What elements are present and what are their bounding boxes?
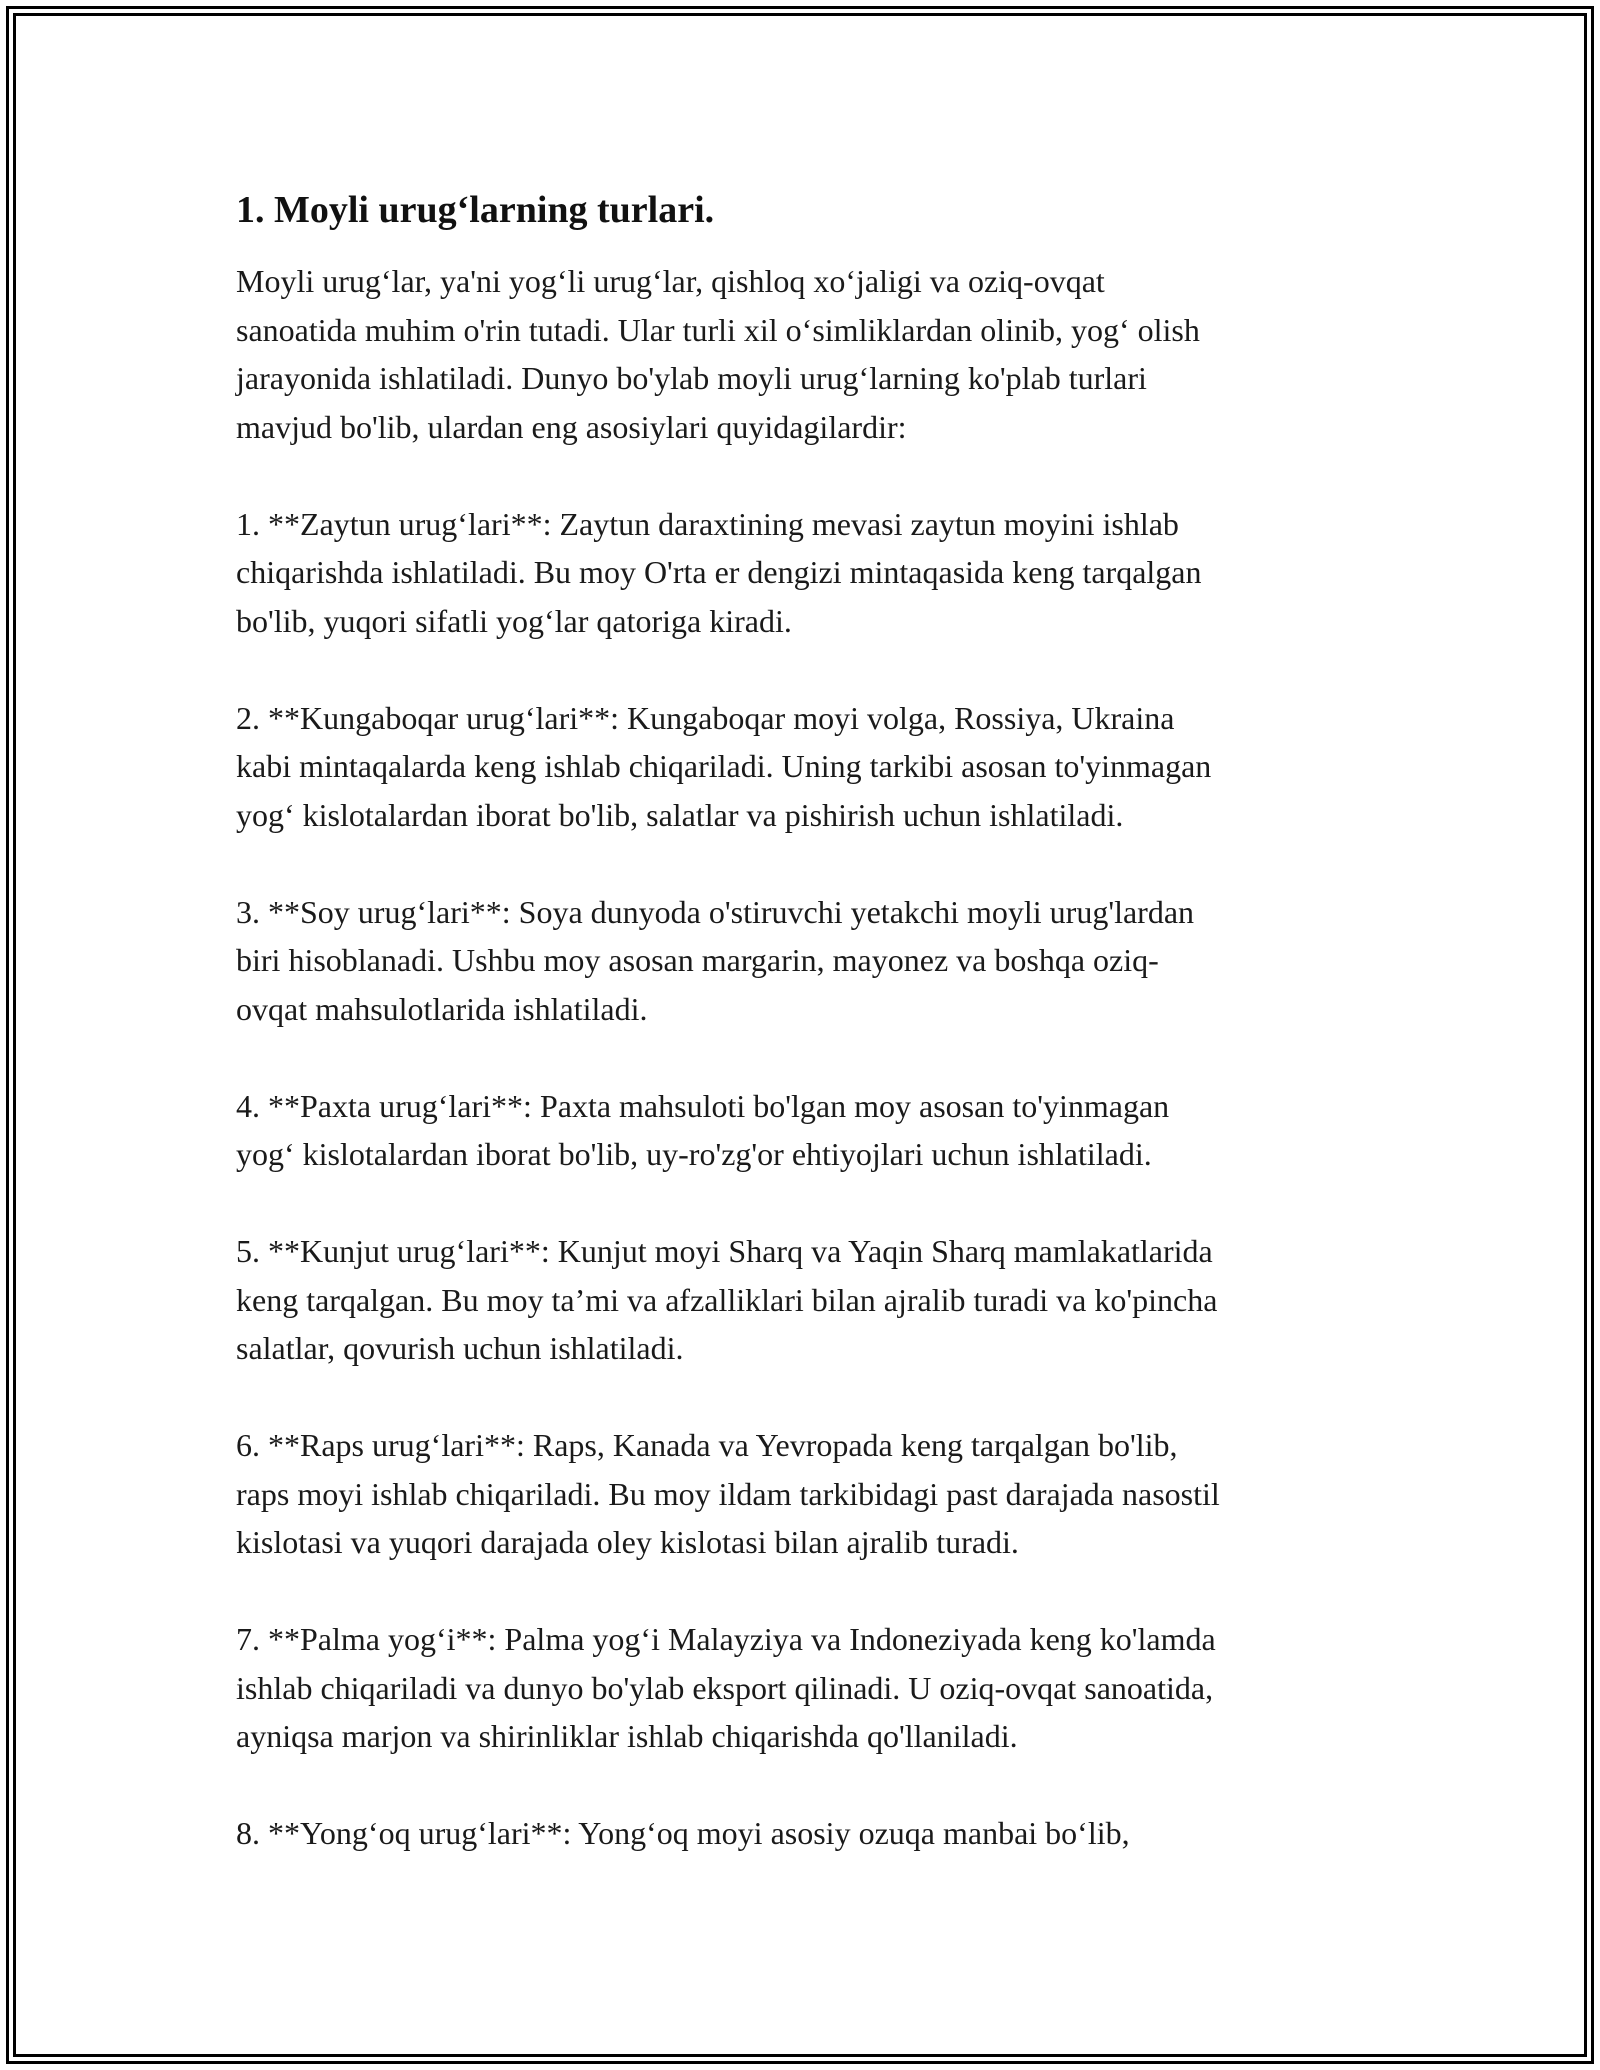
list-item-zaytun bbox=[236, 500, 1376, 646]
text-line: kislotasi va yuqori darajada oley kislotasi bilan ajralib turadi. bbox=[236, 1524, 1019, 1560]
list-item-paxta bbox=[236, 1082, 1376, 1179]
text-line: salatlar, qovurish uchun ishlatiladi. bbox=[236, 1330, 684, 1366]
text-line: ovqat mahsulotlarida ishlatiladi. bbox=[236, 990, 648, 1027]
text-line: sanoatida muhim o'rin tutadi. Ular turli xil o‘simliklardan olinib, yog‘ olish bbox=[236, 311, 1200, 348]
text-line: 7. **Palma yog‘i**: Palma yog‘i Malayziya va Indoneziyada keng ko'lamda bbox=[236, 1621, 1216, 1657]
text-line: Moyli urug‘lar, ya'ni yog‘li urug‘lar, qishloq xo‘jaligi va oziq-ovqat bbox=[236, 263, 1105, 299]
text-line: yog‘ kislotalardan iborat bo'lib, salatlar va pishirish uchun ishlatiladi. bbox=[236, 796, 1124, 833]
text-line: ayniqsa marjon va shirinliklar ishlab chiqarishda qo'llaniladi. bbox=[236, 1718, 1018, 1754]
list-item-raps bbox=[236, 1421, 1376, 1567]
text-line: 5. **Kunjut urug‘lari**: Kunjut moyi Sharq va Yaqin Sharq mamlakatlarida bbox=[236, 1233, 1213, 1269]
text-line: chiqarishda ishlatiladi. Bu moy O'rta er dengizi mintaqasida keng tarqalgan bbox=[236, 554, 1202, 590]
list-item-yongoq bbox=[236, 1809, 1376, 1858]
list-item-palma bbox=[236, 1615, 1376, 1761]
text-line: 3. **Soy urug‘lari**: Soya dunyoda o'stiruvchi yetakchi moyli urug'lardan bbox=[236, 893, 1195, 930]
document-body bbox=[236, 185, 1376, 1906]
text-line: 2. **Kungaboqar urug‘lari**: Kungaboqar moyi volga, Rossiya, Ukraina bbox=[236, 699, 1175, 736]
text-line: bo'lib, yuqori sifatli yog‘lar qatoriga kiradi. bbox=[236, 602, 792, 639]
text-line: ishlab chiqariladi va dunyo bo'ylab eksport qilinadi. U oziq-ovqat sanoatida, bbox=[236, 1669, 1214, 1706]
list-item-soy bbox=[236, 888, 1376, 1034]
text-line: biri hisoblanadi. Ushbu moy asosan margarin, mayonez va boshqa oziq- bbox=[236, 942, 1159, 978]
text-line: yog‘ kislotalardan iborat bo'lib, uy-ro'zg'or ehtiyojlari uchun ishlatiladi. bbox=[236, 1136, 1152, 1172]
list-item-kungaboqar bbox=[236, 694, 1376, 840]
section-heading: 1. Moyli urug‘larning turlari. bbox=[236, 189, 715, 231]
text-line: 8. **Yong‘oq urug‘lari**: Yong‘oq moyi asosiy ozuqa manbai bo‘lib, bbox=[236, 1815, 1130, 1851]
text-line: keng tarqalgan. Bu moy ta’mi va afzalliklari bilan ajralib turadi va ko'pincha bbox=[236, 1281, 1218, 1318]
text-line: raps moyi ishlab chiqariladi. Bu moy ildam tarkibidagi past darajada nasostil bbox=[236, 1475, 1220, 1512]
text-line: jarayonida ishlatiladi. Dunyo bo'ylab moyli urug‘larning ko'plab turlari bbox=[236, 360, 1147, 396]
list-item-kunjut bbox=[236, 1227, 1376, 1373]
intro-paragraph bbox=[236, 257, 1376, 451]
text-line: 6. **Raps urug‘lari**: Raps, Kanada va Yevropada keng tarqalgan bo'lib, bbox=[236, 1427, 1178, 1463]
text-line: kabi mintaqalarda keng ishlab chiqariladi. Uning tarkibi asosan to'yinmagan bbox=[236, 748, 1212, 784]
text-line: 1. **Zaytun urug‘lari**: Zaytun daraxtining mevasi zaytun moyini ishlab bbox=[236, 505, 1179, 542]
text-line: 4. **Paxta urug‘lari**: Paxta mahsuloti bo'lgan moy asosan to'yinmagan bbox=[236, 1087, 1170, 1124]
text-line: mavjud bo'lib, ulardan eng asosiylari quyidagilardir: bbox=[236, 408, 907, 445]
